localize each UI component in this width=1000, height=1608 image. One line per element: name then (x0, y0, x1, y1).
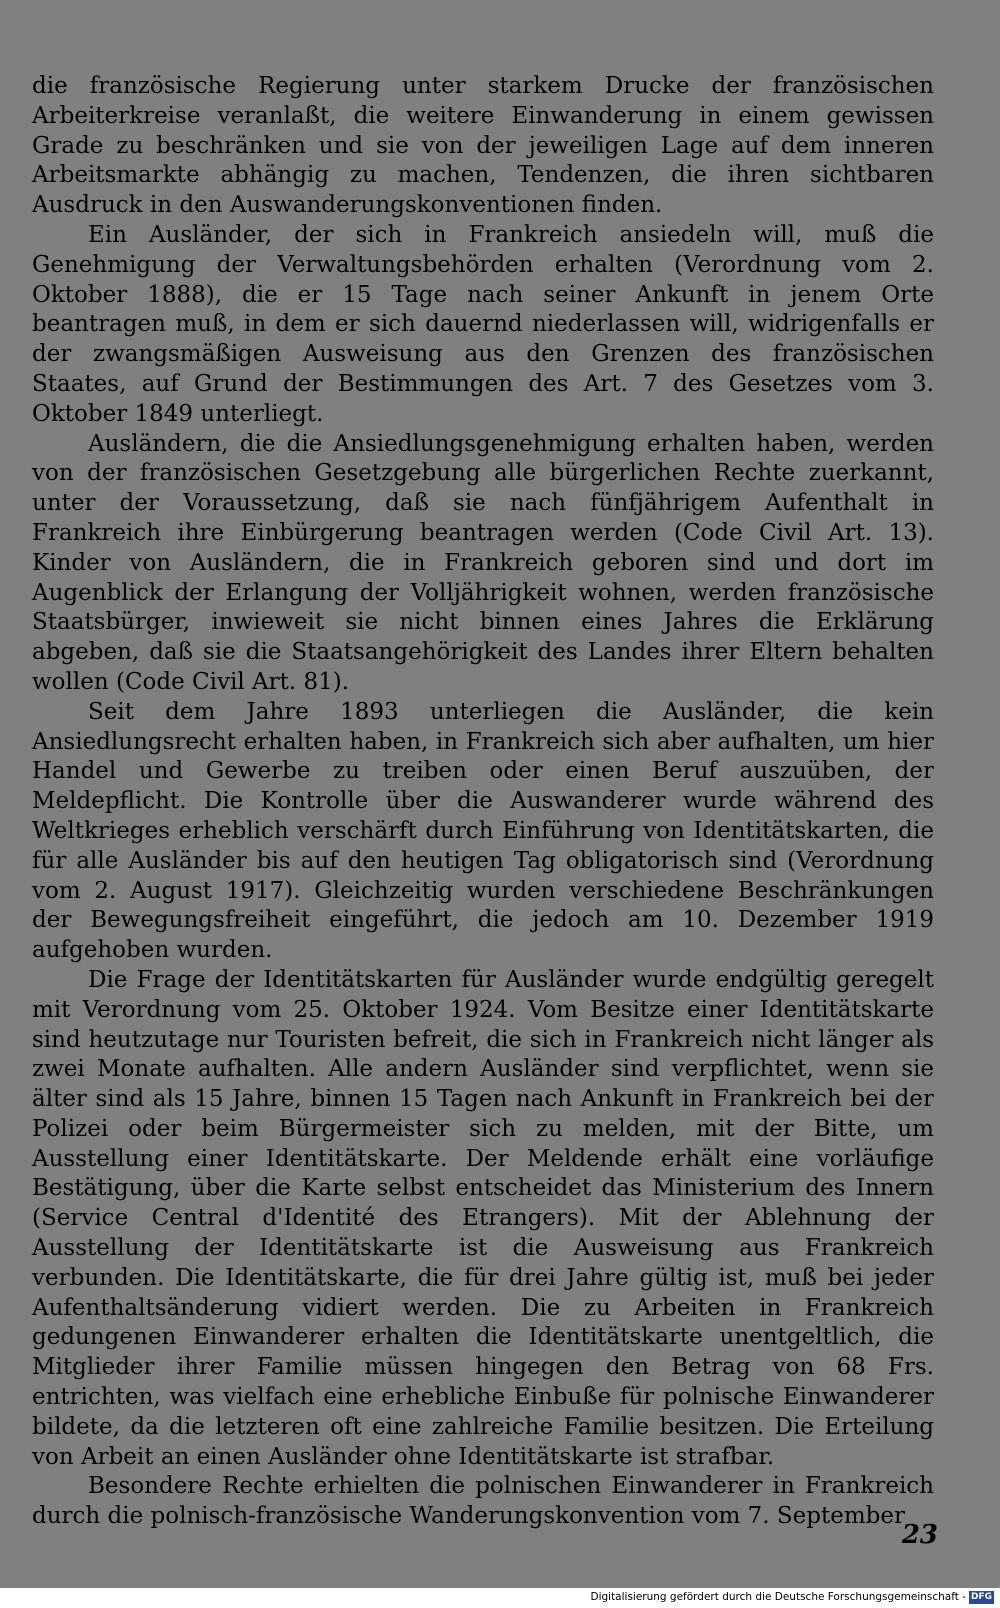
paragraph-4: Seit dem Jahre 1893 unterliegen die Ausländer, die kein Ansiedlungsrecht erhalten haben, in Frankreich sich aber aufhalten, um hier Handel und Gewerbe zu treiben oder einen Beruf auszuüben, der Meldepflicht. Die Kontrolle über die Auswanderer wurde während des Weltkrieges erheblich verschärft durch Einführung von Identitätskarten, die für alle Ausländer bis auf den heutigen Tag obligatorisch sind (Verordnung vom 2. August 1917). Gleichzeitig wurden verschiedene Beschränkungen der Bewegungsfreiheit eingeführt, die jedoch am 10. Dezember 1919 aufgehoben wurden. (32, 698, 934, 964)
body-text (32, 72, 934, 1532)
paragraph-5: Die Frage der Identitätskarten für Ausländer wurde endgültig geregelt mit Verordnung vom 25. Oktober 1924. Vom Besitze einer Identitätskarte sind heutzutage nur Touristen befreit, die sich in Frankreich nicht länger als zwei Monate aufhalten. Alle andern Ausländer sind verpflichtet, wenn sie älter sind als 15 Jahre, binnen 15 Tagen nach Ankunft in Frankreich bei der Polizei oder beim Bürgermeister sich zu melden, mit der Bitte, um Ausstellung einer Identitätskarte. Der Meldende erhält eine vorläufige Bestätigung, über die Karte selbst entscheidet das Ministerium des Innern (Service Central d'Identité des Etrangers). Mit der Ablehnung der Ausstellung der Identitätskarte ist die Ausweisung aus Frankreich verbunden. Die Identitätskarte, die für drei Jahre gültig ist, muß bei jeder Aufenthaltsänderung vidiert werden. Die zu Arbeiten in Frankreich gedungenen Einwanderer erhalten die Identitätskarte unentgeltlich, die Mitglieder ihrer Familie müssen hingegen den Betrag von 68 Frs. entrichten, was vielfach eine erhebliche Einbuße für polnische Einwanderer bildete, da die letzteren oft eine zahlreiche Familie besitzen. Die Erteilung von Arbeit an einen Ausländer ohne Identitätskarte ist strafbar. (32, 966, 934, 1470)
footer-bar (0, 1588, 1000, 1608)
dfg-logo-icon: DFG (970, 1592, 992, 1602)
paragraph-2: Ein Ausländer, der sich in Frankreich ansiedeln will, muß die Genehmigung der Verwaltungsbehörden erhalten (Verordnung vom 2. Oktober 1888), die er 15 Tage nach seiner Ankunft in jenem Orte beantragen muß, in dem er sich dauernd niederlassen will, widrigenfalls er der zwangsmäßigen Ausweisung aus den Grenzen des französischen Staates, auf Grund der Bestimmungen des Art. 7 des Gesetzes vom 3. Oktober 1849 unterliegt. (32, 221, 934, 427)
paragraph-1: die französische Regierung unter starkem Drucke der französischen Arbeiterkreise veranlaßt, die weitere Einwanderung in einem gewissen Grade zu beschränken und sie von der jeweiligen Lage auf dem inneren Arbeitsmarkte abhängig zu machen, Tendenzen, die ihren sichtbaren Ausdruck in den Auswanderungskonventionen finden. (32, 73, 934, 219)
paragraph-6: Besondere Rechte erhielten die polnischen Einwanderer in Frankreich durch die polnisch-französische Wanderungskonvention vom 7. September (32, 1473, 934, 1530)
footer-credit: Digitalisierung gefördert durch die Deutsche Forschungsgemeinschaft - (590, 1591, 966, 1603)
paragraph-3: Ausländern, die die Ansiedlungsgenehmigung erhalten haben, werden von der französischen Gesetzgebung alle bürgerlichen Rechte zuerkannt, unter der Voraussetzung, daß sie nach fünfjährigem Aufenthalt in Frankreich ihre Einbürgerung beantragen werden (Code Civil Art. 13). Kinder von Ausländern, die in Frankreich geboren sind und dort im Augenblick der Erlangung der Volljährigkeit wohnen, werden französische Staatsbürger, inwieweit sie nicht binnen eines Jahres die Erklärung abgeben, daß sie die Staatsangehörigkeit des Landes ihrer Eltern behalten wollen (Code Civil Art. 81). (32, 430, 934, 695)
page-number: 23 (901, 1520, 938, 1550)
